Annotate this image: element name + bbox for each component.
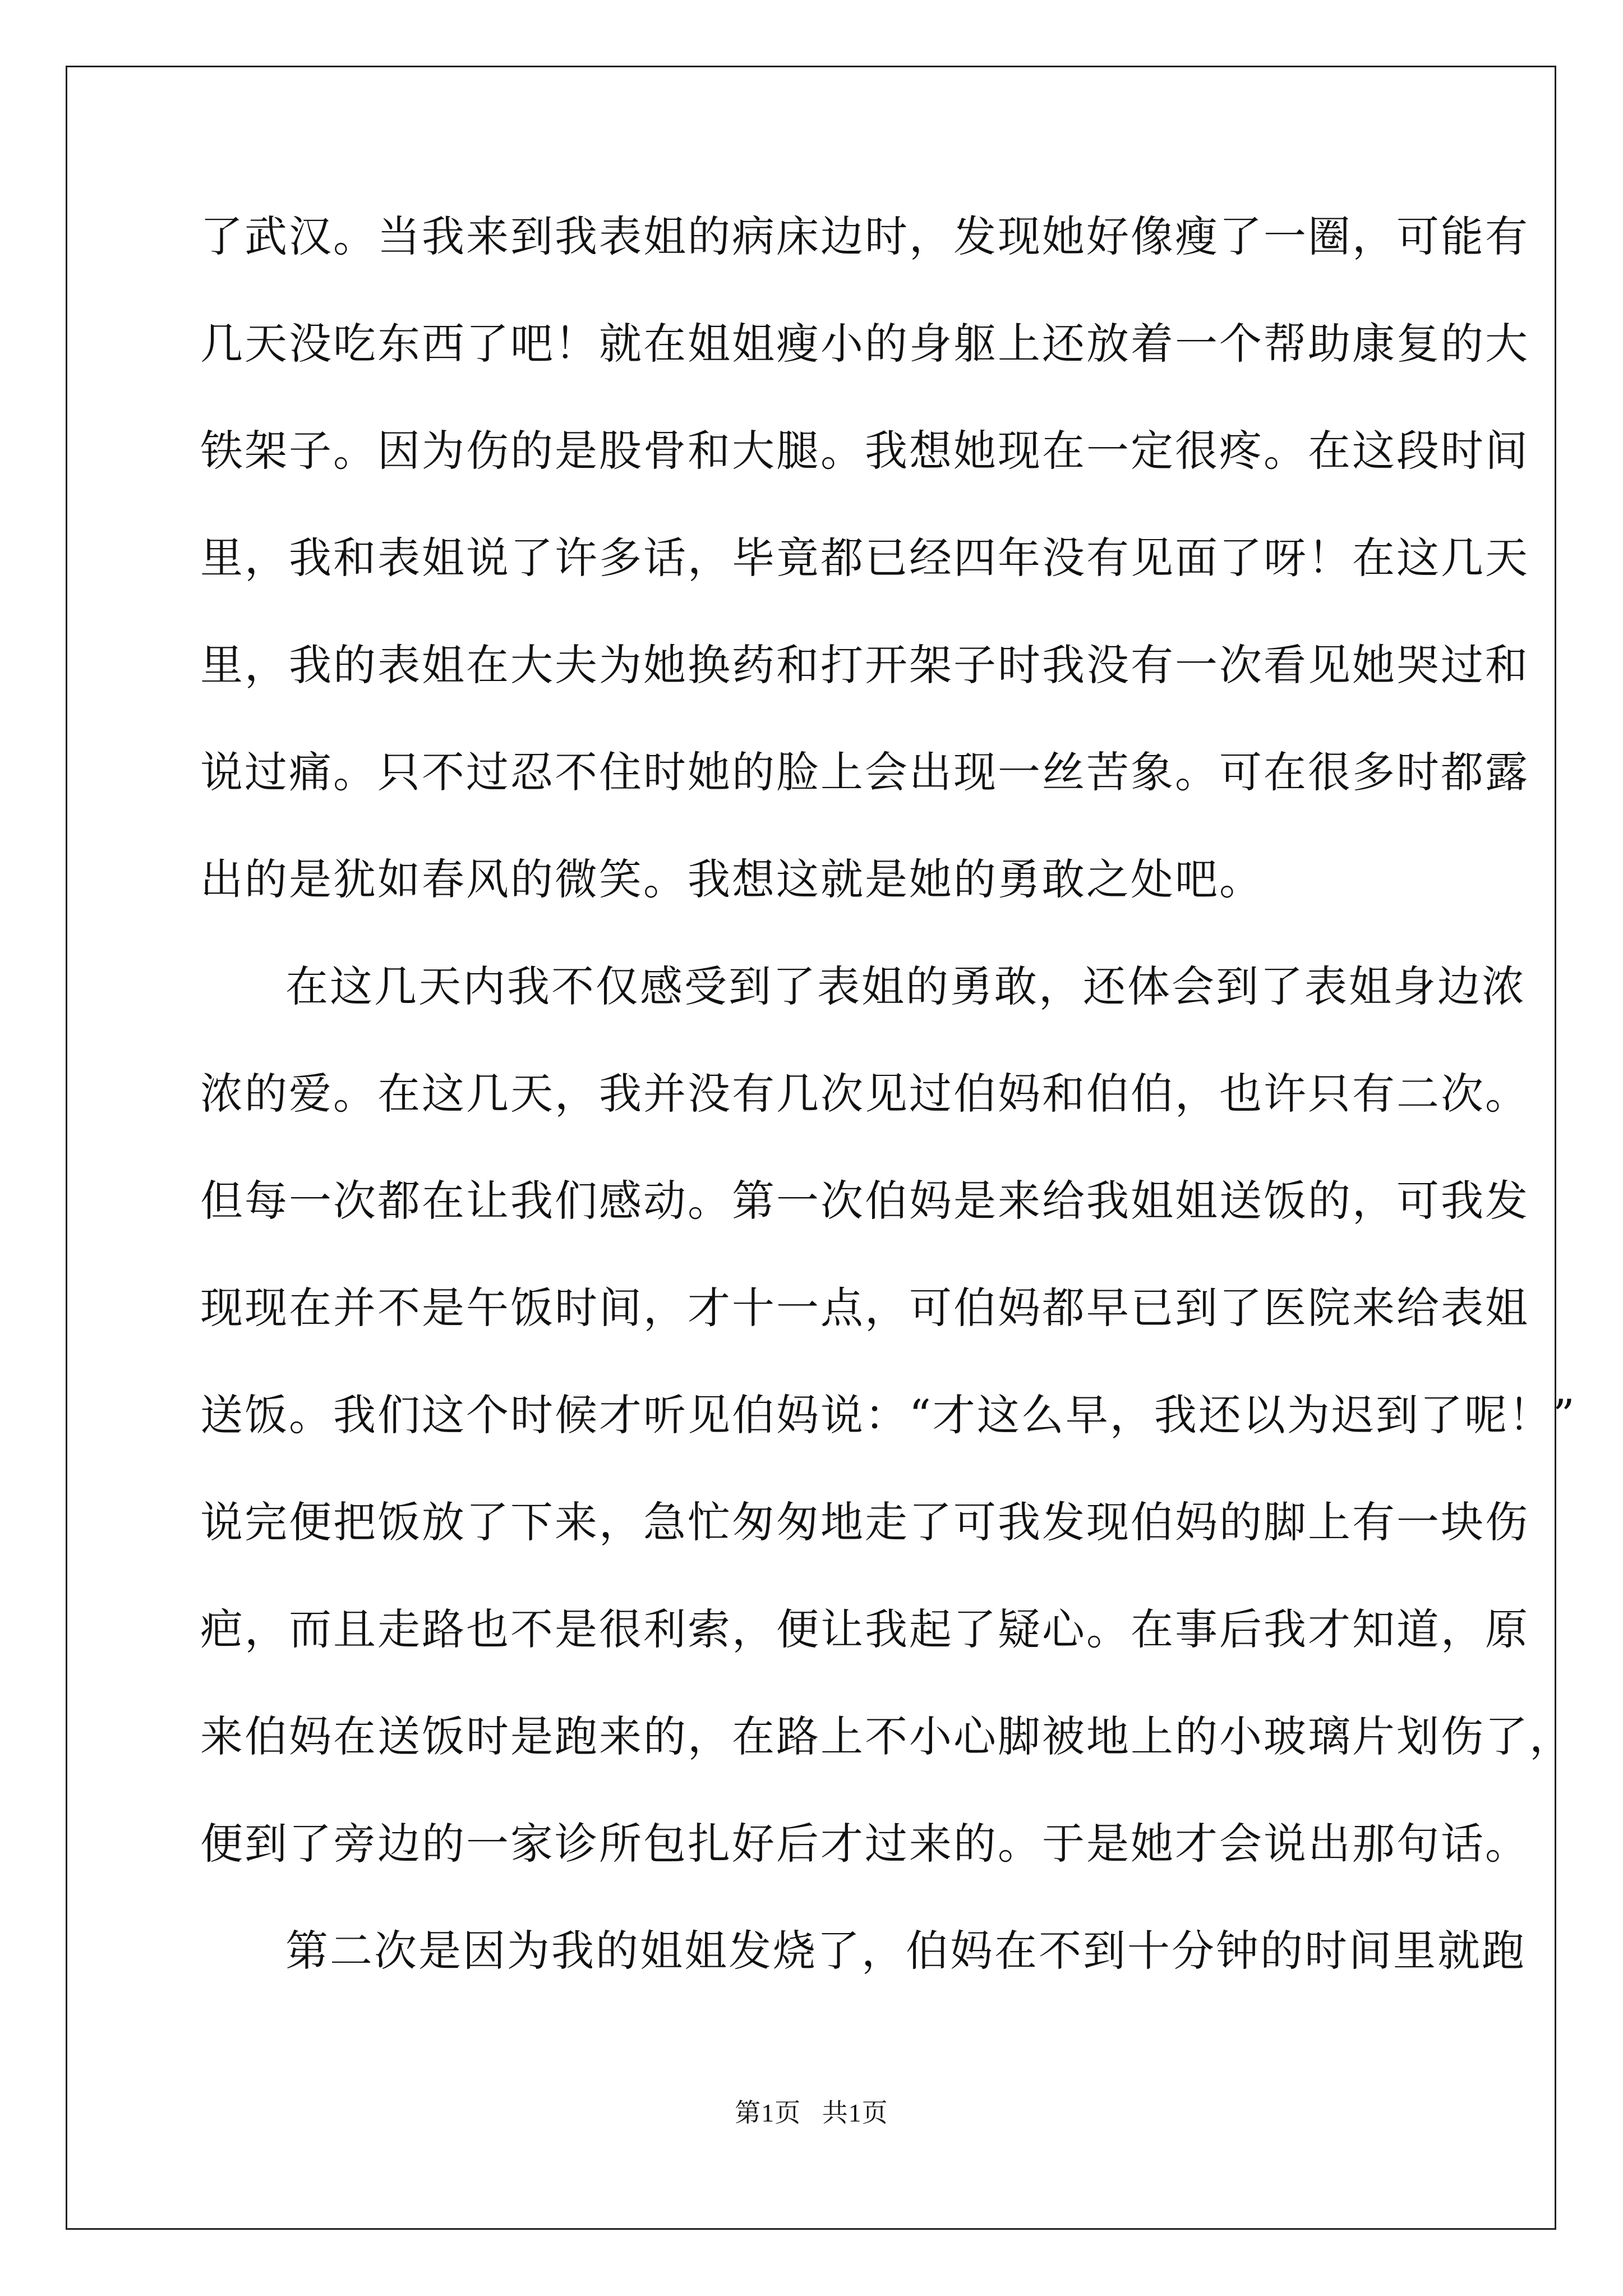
text-line: 几天没吃东西了吧！就在姐姐瘦小的身躯上还放着一个帮助康复的大 [200,319,1529,369]
text-line: 浓的爱。在这几天，我并没有几次见过伯妈和伯伯，也许只有二次。 [200,1069,1529,1119]
document-body [200,209,1576,2030]
text-line: 现现在并不是午饭时间，才十一点，可伯妈都早已到了医院来给表姐 [200,1283,1529,1333]
text-line: 里，我和表姐说了许多话，毕竟都已经四年没有见面了呀！在这几天 [200,533,1529,583]
paragraph-start-line: 第二次是因为我的姐姐发烧了，伯妈在不到十分钟的时间里就跑 [285,1926,1526,1976]
text-line: 出的是犹如春风的微笑。我想这就是她的勇敢之处吧。 [200,854,1264,904]
text-line: 但每一次都在让我们感动。第一次伯妈是来给我姐姐送饭的，可我发 [200,1176,1529,1226]
text-line: 铁架子。因为伤的是股骨和大腿。我想她现在一定很疼。在这段时间 [200,426,1529,476]
text-line: 说过痛。只不过忍不住时她的脸上会出现一丝苦象。可在很多时都露 [200,747,1529,797]
text-line: 送饭。我们这个时候才听见伯妈说：“才这么早，我还以为迟到了呢！” [200,1390,1576,1440]
page-footer: 第1页 共1页 [735,2099,888,2127]
text-line: 疤，而且走路也不是很利索，便让我起了疑心。在事后我才知道，原 [200,1604,1529,1654]
text-line: 里，我的表姐在大夫为她换药和打开架子时我没有一次看见她哭过和 [200,640,1529,690]
text-line: 便到了旁边的一家诊所包扎好后才过来的。于是她才会说出那句话。 [200,1819,1529,1869]
paragraph-start-line: 在这几天内我不仅感受到了表姐的勇敢，还体会到了表姐身边浓 [285,961,1526,1011]
text-line: 来伯妈在送饭时是跑来的，在路上不小心脚被地上的小玻璃片划伤了， [200,1711,1574,1761]
text-line: 了武汉。当我来到我表姐的病床边时，发现她好像瘦了一圈，可能有 [200,211,1529,261]
text-line: 说完便把饭放了下来，急忙匆匆地走了可我发现伯妈的脚上有一块伤 [200,1497,1529,1547]
